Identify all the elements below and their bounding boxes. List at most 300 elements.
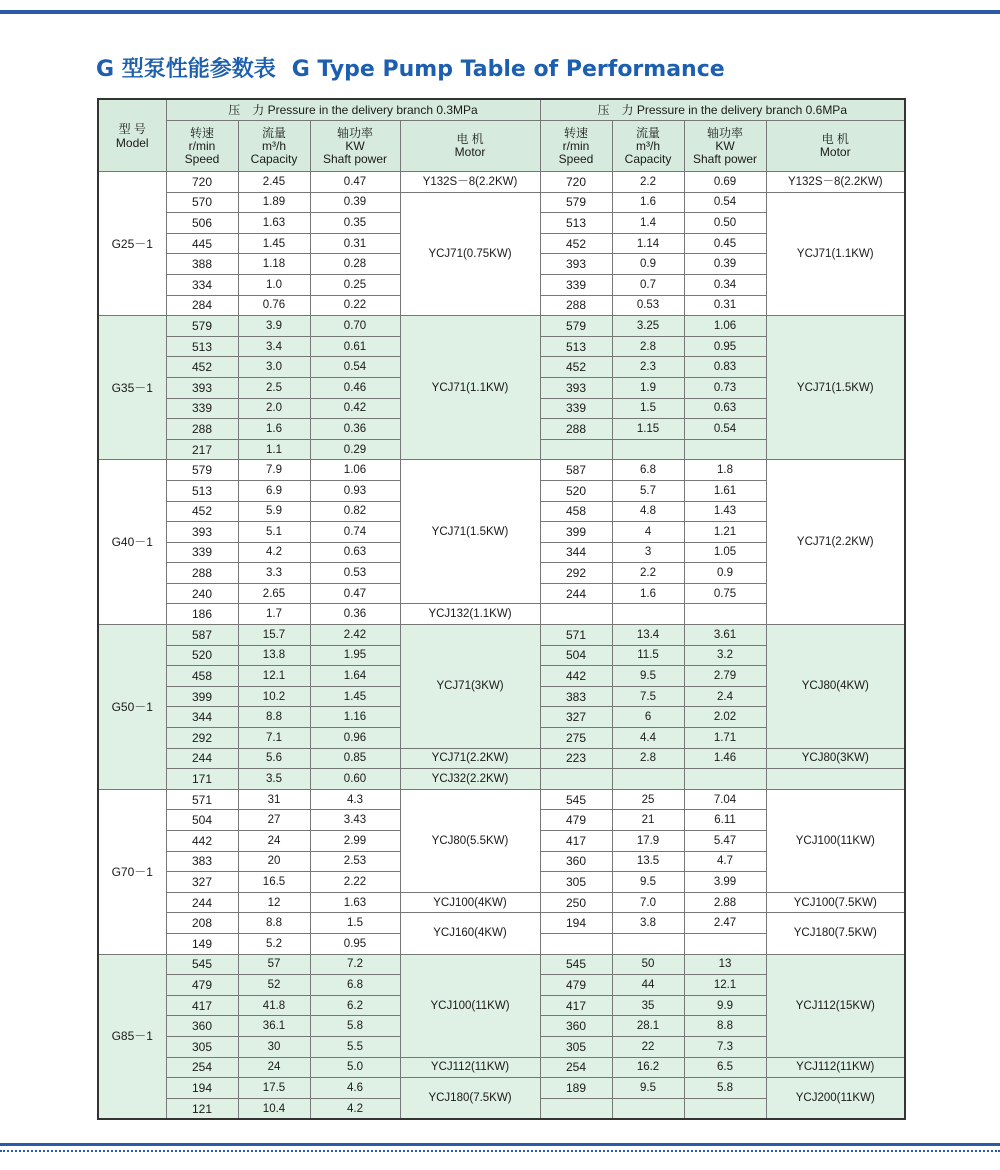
power-cell: 0.50	[684, 213, 766, 234]
table-row	[98, 172, 905, 193]
header-speed-cn: 转速	[189, 125, 214, 140]
power-cell: 2.79	[684, 666, 766, 687]
speed-cell: 442	[540, 666, 612, 687]
power-cell: 0.47	[310, 583, 400, 604]
power-cell: 0.45	[684, 233, 766, 254]
capacity-cell: 1.7	[238, 604, 310, 625]
capacity-cell: 6.9	[238, 480, 310, 501]
speed-cell: 360	[540, 1016, 612, 1037]
speed-cell: 305	[166, 1036, 238, 1057]
speed-cell	[540, 769, 612, 790]
power-cell: 0.29	[310, 439, 400, 460]
power-cell: 1.43	[684, 501, 766, 522]
header-speed-unit: r/min	[562, 138, 590, 153]
speed-cell: 520	[540, 480, 612, 501]
power-cell: 5.8	[684, 1078, 766, 1099]
motor-cell: YCJ80(4KW)	[766, 625, 905, 749]
capacity-cell: 17.5	[238, 1078, 310, 1099]
capacity-cell: 5.9	[238, 501, 310, 522]
power-cell	[684, 769, 766, 790]
header-capacity-cn: 流量	[636, 125, 661, 140]
header-capacity-cn: 流量	[261, 125, 286, 140]
power-cell: 1.05	[684, 542, 766, 563]
speed-cell: 288	[166, 563, 238, 584]
speed-cell: 360	[166, 1016, 238, 1037]
motor-cell: YCJ100(4KW)	[400, 892, 540, 913]
header-pressure-high: 压 力 Pressure in the delivery branch 0.6MPa	[540, 99, 905, 121]
capacity-cell: 1.63	[238, 213, 310, 234]
speed-cell: 417	[166, 995, 238, 1016]
power-cell: 2.22	[310, 872, 400, 893]
speed-cell: 513	[166, 336, 238, 357]
power-cell: 2.42	[310, 625, 400, 646]
capacity-cell	[612, 1098, 684, 1119]
motor-cell: YCJ71(0.75KW)	[400, 192, 540, 316]
capacity-cell: 13.4	[612, 625, 684, 646]
speed-cell: 579	[166, 460, 238, 481]
capacity-cell	[612, 604, 684, 625]
power-cell: 0.69	[684, 172, 766, 193]
speed-cell: 393	[166, 377, 238, 398]
header-speed-unit: r/min	[188, 138, 216, 153]
power-cell: 5.8	[310, 1016, 400, 1037]
page-title	[96, 52, 725, 83]
capacity-cell: 13.5	[612, 851, 684, 872]
motor-cell: YCJ132(1.1KW)	[400, 604, 540, 625]
power-cell: 1.21	[684, 522, 766, 543]
capacity-cell: 30	[238, 1036, 310, 1057]
speed-cell: 545	[540, 954, 612, 975]
table-row	[98, 460, 905, 481]
capacity-cell: 24	[238, 831, 310, 852]
header-capacity-unit: m³/h	[636, 138, 661, 153]
motor-cell: YCJ112(11KW)	[400, 1057, 540, 1078]
power-cell: 4.3	[310, 789, 400, 810]
model-cell: G85－1	[98, 954, 166, 1119]
power-cell	[684, 604, 766, 625]
power-cell: 0.36	[310, 419, 400, 440]
motor-cell: YCJ71(2.2KW)	[766, 460, 905, 625]
header-speed	[540, 121, 612, 172]
header-power-unit: KW	[715, 138, 735, 153]
capacity-cell	[612, 933, 684, 954]
capacity-cell: 50	[612, 954, 684, 975]
capacity-cell: 0.9	[612, 254, 684, 275]
speed-cell: 513	[540, 336, 612, 357]
capacity-cell: 24	[238, 1057, 310, 1078]
header-power-cn: 轴功率	[707, 125, 744, 140]
speed-cell: 393	[540, 377, 612, 398]
speed-cell: 587	[166, 625, 238, 646]
capacity-cell: 36.1	[238, 1016, 310, 1037]
table-row	[98, 892, 905, 913]
motor-cell: YCJ71(1.5KW)	[766, 316, 905, 460]
capacity-cell: 1.45	[238, 233, 310, 254]
speed-cell: 244	[166, 748, 238, 769]
capacity-cell: 13.8	[238, 645, 310, 666]
capacity-cell: 1.0	[238, 274, 310, 295]
power-cell: 7.2	[310, 954, 400, 975]
speed-cell: 452	[166, 357, 238, 378]
motor-cell: YCJ100(7.5KW)	[766, 892, 905, 913]
power-cell: 2.53	[310, 851, 400, 872]
table-row	[98, 192, 905, 213]
power-cell: 0.34	[684, 274, 766, 295]
power-cell: 0.42	[310, 398, 400, 419]
speed-cell: 217	[166, 439, 238, 460]
capacity-cell: 1.5	[612, 398, 684, 419]
power-cell: 1.64	[310, 666, 400, 687]
power-cell	[684, 933, 766, 954]
power-cell: 12.1	[684, 975, 766, 996]
speed-cell: 344	[540, 542, 612, 563]
power-cell: 0.47	[310, 172, 400, 193]
capacity-cell: 1.1	[238, 439, 310, 460]
header-capacity-en: Capacity	[624, 151, 672, 166]
power-cell: 1.46	[684, 748, 766, 769]
speed-cell: 339	[166, 398, 238, 419]
speed-cell: 254	[540, 1057, 612, 1078]
speed-cell: 393	[166, 522, 238, 543]
speed-cell: 334	[166, 274, 238, 295]
power-cell: 5.47	[684, 831, 766, 852]
table-row	[98, 748, 905, 769]
speed-cell: 399	[166, 686, 238, 707]
power-cell: 0.31	[684, 295, 766, 316]
power-cell: 0.96	[310, 728, 400, 749]
capacity-cell: 7.5	[612, 686, 684, 707]
capacity-cell: 10.4	[238, 1098, 310, 1119]
speed-cell: 579	[540, 316, 612, 337]
power-cell: 0.54	[310, 357, 400, 378]
power-cell: 1.45	[310, 686, 400, 707]
power-cell: 6.5	[684, 1057, 766, 1078]
power-cell: 1.95	[310, 645, 400, 666]
speed-cell: 504	[166, 810, 238, 831]
capacity-cell: 8.8	[238, 913, 310, 934]
capacity-cell: 31	[238, 789, 310, 810]
power-cell: 0.73	[684, 377, 766, 398]
capacity-cell: 4.4	[612, 728, 684, 749]
table-container	[97, 98, 906, 1120]
table-body	[98, 172, 905, 1120]
capacity-cell: 15.7	[238, 625, 310, 646]
power-cell: 1.06	[684, 316, 766, 337]
motor-cell: YCJ80(3KW)	[766, 748, 905, 769]
motor-cell: YCJ200(11KW)	[766, 1078, 905, 1120]
capacity-cell: 0.53	[612, 295, 684, 316]
model-cell: G35－1	[98, 316, 166, 460]
power-cell: 4.2	[310, 1098, 400, 1119]
capacity-cell: 7.9	[238, 460, 310, 481]
power-cell: 0.22	[310, 295, 400, 316]
power-cell: 7.04	[684, 789, 766, 810]
motor-cell-empty	[766, 769, 905, 790]
capacity-cell: 1.89	[238, 192, 310, 213]
speed-cell	[540, 604, 612, 625]
speed-cell: 388	[166, 254, 238, 275]
capacity-cell: 1.4	[612, 213, 684, 234]
capacity-cell: 2.5	[238, 377, 310, 398]
motor-cell: YCJ71(1.5KW)	[400, 460, 540, 604]
model-cell: G50－1	[98, 625, 166, 790]
speed-cell: 445	[166, 233, 238, 254]
speed-cell: 479	[540, 975, 612, 996]
table-row	[98, 913, 905, 934]
capacity-cell: 5.6	[238, 748, 310, 769]
speed-cell: 250	[540, 892, 612, 913]
capacity-cell: 7.0	[612, 892, 684, 913]
capacity-cell: 6	[612, 707, 684, 728]
speed-cell: 305	[540, 872, 612, 893]
speed-cell: 383	[166, 851, 238, 872]
model-cell: G40－1	[98, 460, 166, 625]
header-pressure-low: 压 力 Pressure in the delivery branch 0.3MPa	[166, 99, 540, 121]
power-cell: 2.4	[684, 686, 766, 707]
power-cell: 0.39	[310, 192, 400, 213]
capacity-cell: 5.2	[238, 933, 310, 954]
power-cell: 6.11	[684, 810, 766, 831]
speed-cell: 579	[540, 192, 612, 213]
header-power-en: Shaft power	[692, 151, 758, 166]
speed-cell: 520	[166, 645, 238, 666]
capacity-cell: 2.45	[238, 172, 310, 193]
motor-cell: YCJ71(1.1KW)	[766, 192, 905, 316]
motor-cell: YCJ112(15KW)	[766, 954, 905, 1057]
power-cell: 6.2	[310, 995, 400, 1016]
speed-cell: 720	[540, 172, 612, 193]
capacity-cell: 16.2	[612, 1057, 684, 1078]
power-cell: 0.46	[310, 377, 400, 398]
table-row	[98, 316, 905, 337]
power-cell: 1.16	[310, 707, 400, 728]
speed-cell: 292	[166, 728, 238, 749]
speed-cell: 327	[540, 707, 612, 728]
capacity-cell: 12	[238, 892, 310, 913]
header-motor-en: Motor	[454, 145, 486, 159]
speed-cell: 254	[166, 1057, 238, 1078]
power-cell: 0.85	[310, 748, 400, 769]
motor-cell: YCJ180(7.5KW)	[766, 913, 905, 954]
power-cell: 0.35	[310, 213, 400, 234]
motor-cell: YCJ100(11KW)	[400, 954, 540, 1057]
capacity-cell: 27	[238, 810, 310, 831]
speed-cell: 452	[540, 357, 612, 378]
power-cell: 4.6	[310, 1078, 400, 1099]
power-cell: 0.95	[310, 933, 400, 954]
capacity-cell: 1.15	[612, 419, 684, 440]
power-cell: 9.9	[684, 995, 766, 1016]
power-cell: 2.88	[684, 892, 766, 913]
header-capacity	[238, 121, 310, 172]
speed-cell: 417	[540, 831, 612, 852]
motor-cell: Y132S－8(2.2KW)	[766, 172, 905, 193]
header-power	[684, 121, 766, 172]
speed-cell: 720	[166, 172, 238, 193]
power-cell: 3.2	[684, 645, 766, 666]
speed-cell: 284	[166, 295, 238, 316]
header-motor-cn: 电 机	[456, 132, 484, 146]
capacity-cell: 6.8	[612, 460, 684, 481]
power-cell: 4.7	[684, 851, 766, 872]
motor-cell: YCJ112(11KW)	[766, 1057, 905, 1078]
speed-cell: 399	[540, 522, 612, 543]
power-cell: 0.53	[310, 563, 400, 584]
header-speed-cn: 转速	[564, 125, 589, 140]
capacity-cell: 52	[238, 975, 310, 996]
speed-cell: 587	[540, 460, 612, 481]
power-cell: 3.99	[684, 872, 766, 893]
speed-cell: 417	[540, 995, 612, 1016]
speed-cell: 288	[540, 295, 612, 316]
capacity-cell: 3.4	[238, 336, 310, 357]
capacity-cell: 2.3	[612, 357, 684, 378]
speed-cell: 121	[166, 1098, 238, 1119]
title-en: G Type Pump Table of Performance	[291, 57, 725, 82]
capacity-cell: 1.14	[612, 233, 684, 254]
capacity-cell: 2.8	[612, 748, 684, 769]
header-capacity	[612, 121, 684, 172]
table-row	[98, 1078, 905, 1099]
power-cell: 0.60	[310, 769, 400, 790]
power-cell: 13	[684, 954, 766, 975]
capacity-cell: 3.5	[238, 769, 310, 790]
header-motor-cn: 电 机	[821, 132, 849, 146]
capacity-cell: 2.8	[612, 336, 684, 357]
speed-cell: 506	[166, 213, 238, 234]
power-cell: 3.43	[310, 810, 400, 831]
speed-cell: 149	[166, 933, 238, 954]
capacity-cell: 3.3	[238, 563, 310, 584]
table-row	[98, 769, 905, 790]
header-power	[310, 121, 400, 172]
power-cell: 1.5	[310, 913, 400, 934]
speed-cell: 194	[166, 1078, 238, 1099]
bottom-divider	[0, 1143, 1000, 1146]
capacity-cell: 9.5	[612, 872, 684, 893]
header-speed-en: Speed	[184, 151, 220, 166]
power-cell: 0.54	[684, 419, 766, 440]
capacity-cell: 10.2	[238, 686, 310, 707]
model-cell: G70－1	[98, 789, 166, 954]
speed-cell: 360	[540, 851, 612, 872]
motor-cell: YCJ32(2.2KW)	[400, 769, 540, 790]
speed-cell: 545	[540, 789, 612, 810]
capacity-cell: 9.5	[612, 1078, 684, 1099]
speed-cell: 479	[166, 975, 238, 996]
capacity-cell: 28.1	[612, 1016, 684, 1037]
power-cell: 0.36	[310, 604, 400, 625]
capacity-cell: 4.2	[238, 542, 310, 563]
speed-cell: 189	[540, 1078, 612, 1099]
header-power-en: Shaft power	[322, 151, 388, 166]
header-model	[98, 99, 166, 172]
capacity-cell: 2.2	[612, 563, 684, 584]
capacity-cell: 11.5	[612, 645, 684, 666]
power-cell: 0.9	[684, 563, 766, 584]
speed-cell: 305	[540, 1036, 612, 1057]
power-cell: 0.95	[684, 336, 766, 357]
top-divider	[0, 10, 1000, 14]
capacity-cell: 21	[612, 810, 684, 831]
title-cn: G 型泵性能参数表	[96, 57, 276, 82]
power-cell: 2.47	[684, 913, 766, 934]
power-cell: 0.70	[310, 316, 400, 337]
speed-cell	[540, 439, 612, 460]
capacity-cell: 12.1	[238, 666, 310, 687]
speed-cell: 579	[166, 316, 238, 337]
motor-cell: YCJ180(7.5KW)	[400, 1078, 540, 1120]
power-cell: 1.61	[684, 480, 766, 501]
speed-cell: 571	[540, 625, 612, 646]
speed-cell: 458	[166, 666, 238, 687]
speed-cell: 570	[166, 192, 238, 213]
capacity-cell: 1.6	[612, 192, 684, 213]
capacity-cell	[612, 769, 684, 790]
speed-cell	[540, 933, 612, 954]
capacity-cell: 2.0	[238, 398, 310, 419]
speed-cell: 186	[166, 604, 238, 625]
capacity-cell: 2.2	[612, 172, 684, 193]
bottom-dotted-divider	[0, 1150, 1000, 1152]
speed-cell: 393	[540, 254, 612, 275]
power-cell: 1.8	[684, 460, 766, 481]
speed-cell: 458	[540, 501, 612, 522]
header-power-cn: 轴功率	[336, 125, 373, 140]
power-cell: 5.5	[310, 1036, 400, 1057]
capacity-cell: 16.5	[238, 872, 310, 893]
speed-cell: 479	[540, 810, 612, 831]
capacity-cell: 1.18	[238, 254, 310, 275]
speed-cell: 339	[540, 398, 612, 419]
speed-cell: 208	[166, 913, 238, 934]
table-row	[98, 1057, 905, 1078]
power-cell: 0.74	[310, 522, 400, 543]
capacity-cell: 3.9	[238, 316, 310, 337]
capacity-cell: 9.5	[612, 666, 684, 687]
capacity-cell: 57	[238, 954, 310, 975]
speed-cell: 504	[540, 645, 612, 666]
speed-cell: 571	[166, 789, 238, 810]
capacity-cell: 20	[238, 851, 310, 872]
capacity-cell: 3.0	[238, 357, 310, 378]
capacity-cell: 5.1	[238, 522, 310, 543]
speed-cell: 442	[166, 831, 238, 852]
speed-cell: 545	[166, 954, 238, 975]
capacity-cell: 4	[612, 522, 684, 543]
speed-cell: 344	[166, 707, 238, 728]
motor-cell: YCJ71(1.1KW)	[400, 316, 540, 460]
power-cell: 0.63	[310, 542, 400, 563]
speed-cell: 288	[540, 419, 612, 440]
speed-cell: 339	[166, 542, 238, 563]
capacity-cell: 1.9	[612, 377, 684, 398]
power-cell: 0.75	[684, 583, 766, 604]
speed-cell: 452	[166, 501, 238, 522]
power-cell: 0.93	[310, 480, 400, 501]
power-cell: 0.31	[310, 233, 400, 254]
power-cell: 3.61	[684, 625, 766, 646]
capacity-cell: 5.7	[612, 480, 684, 501]
power-cell: 0.61	[310, 336, 400, 357]
capacity-cell: 0.76	[238, 295, 310, 316]
power-cell: 1.06	[310, 460, 400, 481]
speed-cell: 513	[540, 213, 612, 234]
capacity-cell: 3.25	[612, 316, 684, 337]
capacity-cell: 3.8	[612, 913, 684, 934]
power-cell: 5.0	[310, 1057, 400, 1078]
table-row	[98, 625, 905, 646]
